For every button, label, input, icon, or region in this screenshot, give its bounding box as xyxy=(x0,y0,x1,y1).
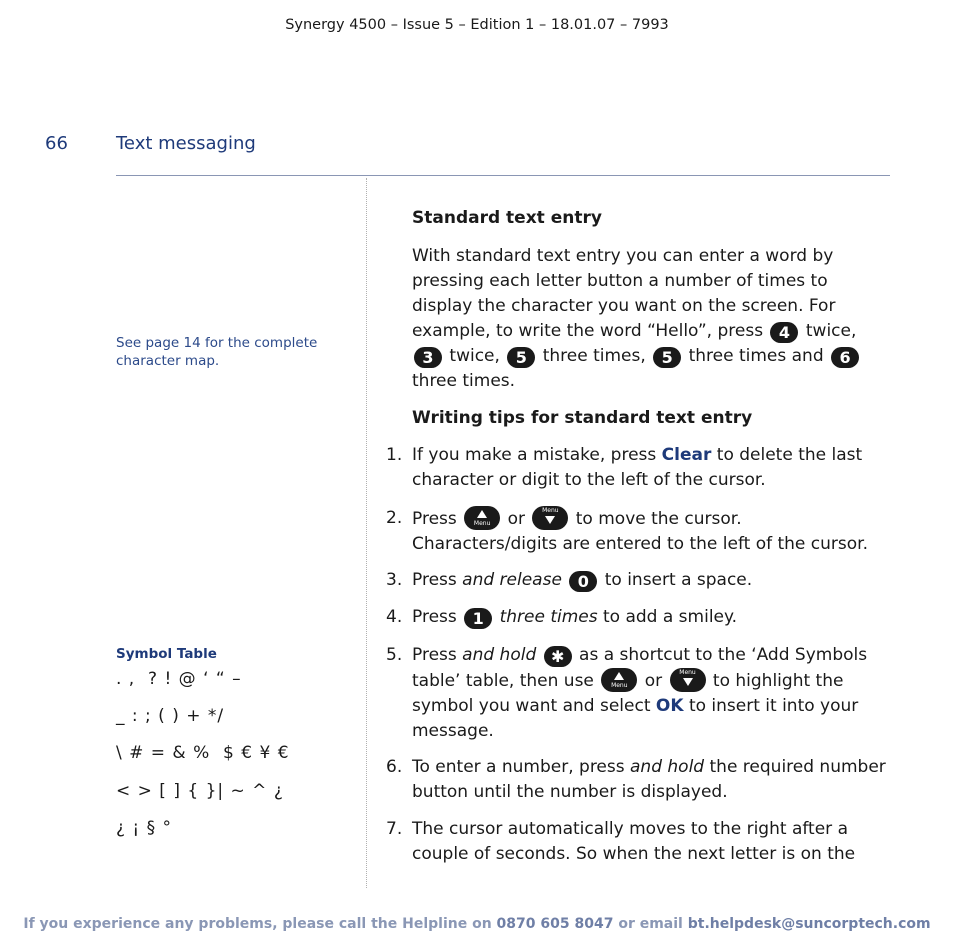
item-emphasis: and hold xyxy=(462,645,537,665)
item-text-part: to move the cursor. Characters/digits are entered to the left of the cursor. xyxy=(412,509,868,554)
footer-text: or email xyxy=(618,916,683,932)
item-text-part: Press xyxy=(412,570,457,590)
intro-text: twice, xyxy=(805,321,857,341)
item-text-part: to highlight the symbol you want and select xyxy=(412,671,844,716)
key-3-icon: 3 xyxy=(414,347,442,368)
item-text xyxy=(412,605,890,630)
intro-text: three times. xyxy=(412,371,516,391)
nav-label: Menu xyxy=(473,520,491,527)
item-number: 2. xyxy=(386,508,403,528)
key-5-icon: 5 xyxy=(507,347,535,368)
helpline-phone: 0870 605 8047 xyxy=(496,916,614,932)
nav-label: Menu xyxy=(542,507,559,514)
key-5-icon: 5 xyxy=(653,347,681,368)
item-text: The cursor automatically moves to the right after a couple of seconds. So when the next letter is on the xyxy=(412,819,856,864)
symbol-table-title: Symbol Table xyxy=(116,646,217,662)
list-item xyxy=(386,443,890,493)
list-item xyxy=(386,506,890,556)
nav-down-menu-icon xyxy=(670,668,706,692)
item-text-part: the required number button until the number is displayed. xyxy=(412,757,886,802)
key-1-icon: 1 xyxy=(464,608,492,629)
item-text xyxy=(412,506,890,557)
item-text xyxy=(412,755,890,805)
helpdesk-email-link[interactable]: bt.helpdesk@suncorptech.com xyxy=(687,916,931,932)
key-4-icon: 4 xyxy=(770,322,798,343)
item-number: 5. xyxy=(386,645,403,665)
clear-key-label: Clear xyxy=(661,445,712,465)
symbol-row: < > [ ] { }| ~ ^ ¿ xyxy=(116,781,284,801)
item-text-part: or xyxy=(507,509,525,529)
item-text-part: to delete the last character or digit to the left of the cursor. xyxy=(412,445,863,490)
symbol-row: \ # = & % $ € ¥ € xyxy=(116,743,290,763)
intro-paragraph xyxy=(412,244,890,394)
item-text-part: Press xyxy=(412,509,457,529)
nav-up-menu-icon xyxy=(601,668,637,692)
item-text-part: to insert it into your message. xyxy=(412,696,859,741)
item-number: 6. xyxy=(386,757,403,777)
nav-label: Menu xyxy=(611,682,628,689)
intro-text: three times and xyxy=(688,346,824,366)
item-text-part: to insert a space. xyxy=(604,570,753,590)
item-text-part: to add a smiley. xyxy=(602,607,738,627)
list-item xyxy=(386,817,890,867)
nav-down-menu-icon xyxy=(532,506,568,530)
item-text-part: Press xyxy=(412,645,457,665)
item-number: 4. xyxy=(386,607,403,627)
item-text-part: If you make a mistake, press xyxy=(412,445,657,465)
list-item xyxy=(386,568,890,593)
symbol-row: . , ? ! @ ‘ “ – xyxy=(116,669,242,689)
heading-writing-tips: Writing tips for standard text entry xyxy=(412,408,753,428)
side-note: See page 14 for the complete character map. xyxy=(116,335,318,369)
item-emphasis: three times xyxy=(499,607,598,627)
nav-label: Menu xyxy=(679,669,696,676)
star-key-icon: ✱ xyxy=(544,646,572,667)
item-text-part: Press xyxy=(412,607,457,627)
list-item xyxy=(386,605,890,630)
footer-helpline xyxy=(0,916,954,932)
intro-text: With standard text entry you can enter a word by pressing each letter button a number of times to display the character you want on the screen. For example, to write the word “Hello”, press xyxy=(412,246,836,341)
page-number: 66 xyxy=(45,133,68,154)
column-divider xyxy=(366,178,367,888)
symbol-row: ¿ ¡ § ° xyxy=(116,818,173,838)
item-number: 1. xyxy=(386,445,403,465)
nav-up-menu-icon xyxy=(464,506,500,530)
item-emphasis: and hold xyxy=(630,757,705,777)
item-text xyxy=(412,568,890,593)
item-text-part: To enter a number, press xyxy=(412,757,625,777)
item-number: 7. xyxy=(386,819,403,839)
footer-text: If you experience any problems, please call the Helpline on xyxy=(23,916,492,932)
document-info: Synergy 4500 – Issue 5 – Edition 1 – 18.01.07 – 7993 xyxy=(285,17,669,33)
heading-standard-text-entry: Standard text entry xyxy=(412,208,602,228)
header-rule xyxy=(116,175,890,176)
intro-text: three times, xyxy=(542,346,646,366)
item-text-part: or xyxy=(644,671,663,691)
key-0-icon: 0 xyxy=(569,571,597,592)
list-item xyxy=(386,755,890,805)
item-emphasis: and release xyxy=(462,570,562,590)
ok-key-label: OK xyxy=(655,696,684,716)
item-text xyxy=(412,643,890,744)
item-text-part: as a shortcut to the ‘Add Symbols table’ table, then use xyxy=(412,645,868,691)
intro-text: twice, xyxy=(449,346,500,366)
item-number: 3. xyxy=(386,570,403,590)
item-text xyxy=(412,443,890,493)
key-6-icon: 6 xyxy=(831,347,859,368)
symbol-row: _ : ; ( ) + */ xyxy=(116,706,225,726)
list-item xyxy=(386,643,890,743)
section-title: Text messaging xyxy=(116,133,256,154)
